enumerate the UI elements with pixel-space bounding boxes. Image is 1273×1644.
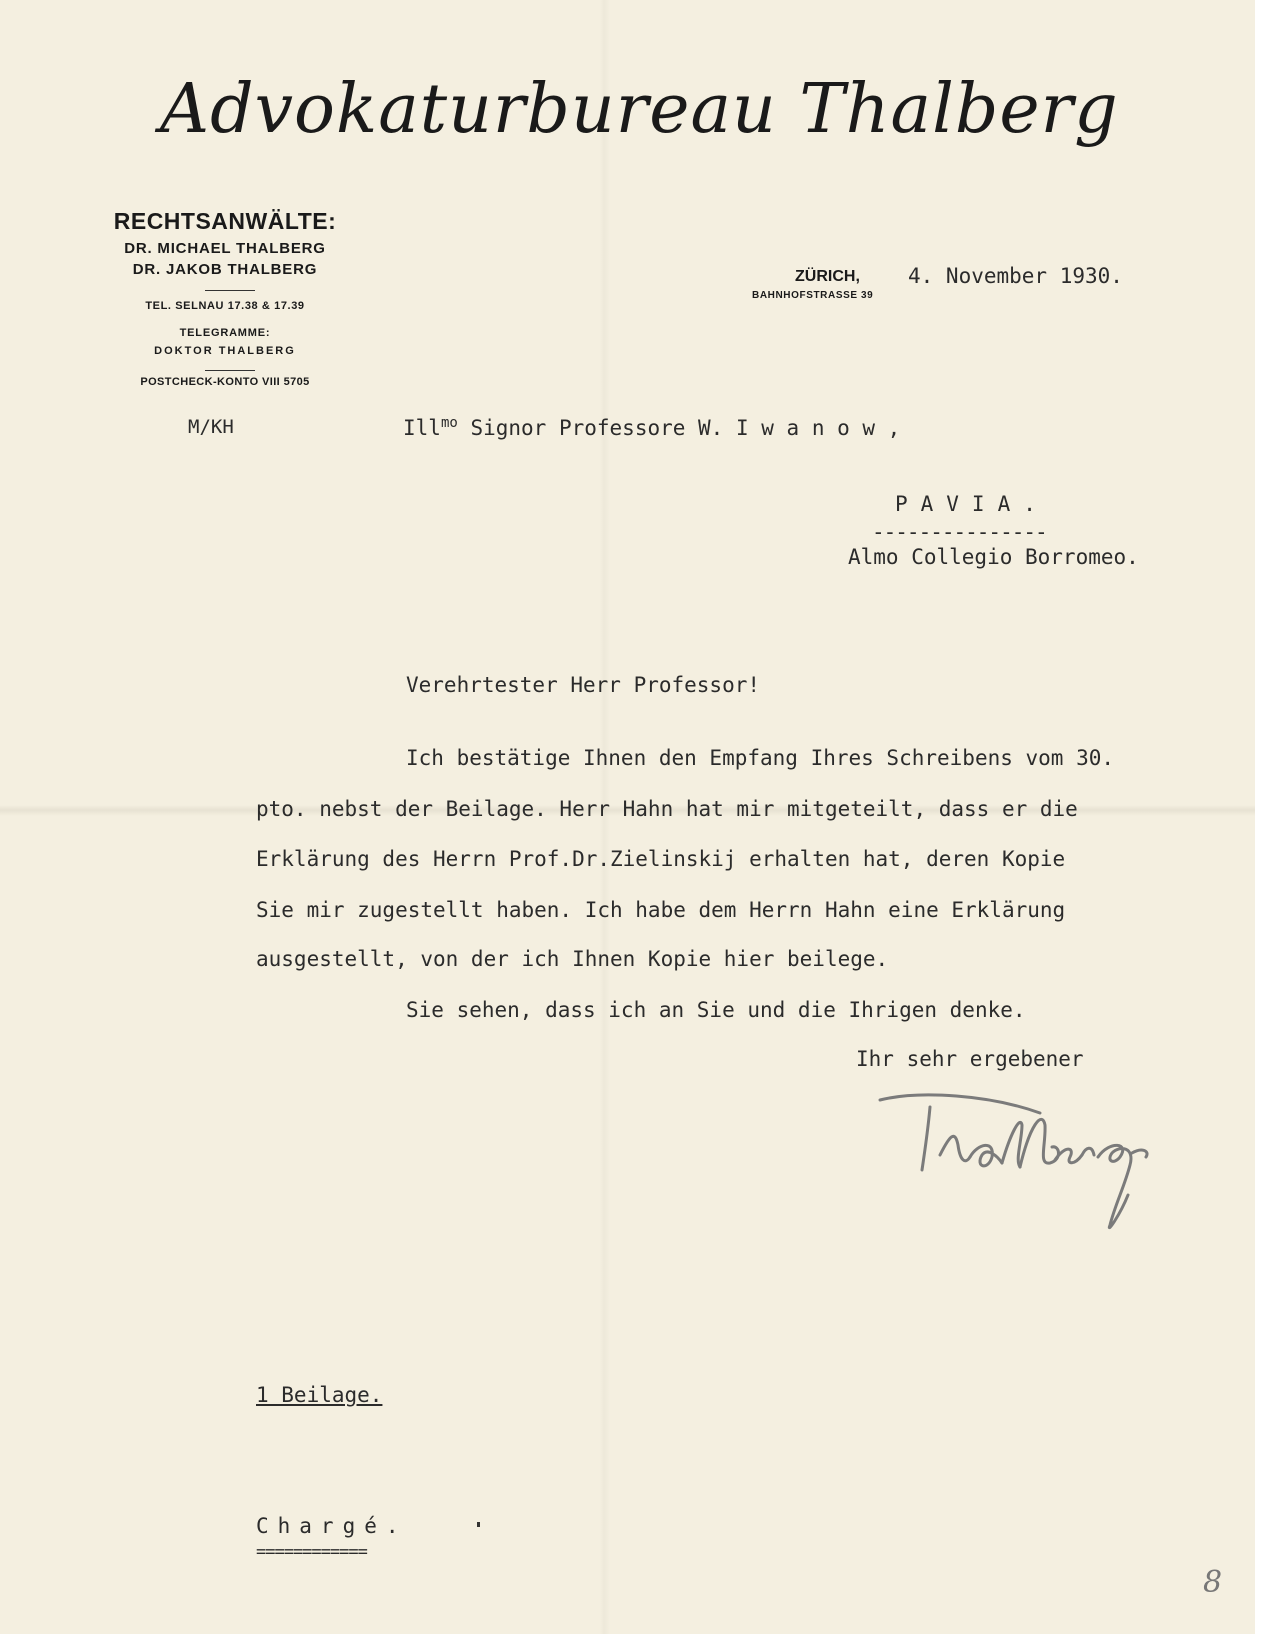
letterhead-city: ZÜRICH, [795, 268, 860, 285]
telegram-address: DOKTOR THALBERG [154, 345, 296, 357]
recipient-name-line [403, 415, 900, 440]
scan-edge-right [1255, 0, 1273, 1644]
body-line: Ich bestätige Ihnen den Empfang Ihres Schreibens vom 30. [406, 746, 1115, 770]
body-line: Sie mir zugestellt haben. Ich habe dem Herrn Hahn eine Erklärung [256, 898, 1066, 922]
telegram-label: TELEGRAMME: [179, 327, 271, 339]
scan-edge-bottom [0, 1634, 1273, 1644]
telephone-line: TEL. SELNAU 17.38 & 17.39 [145, 300, 305, 312]
letterhead-divider [205, 370, 255, 371]
page-number: 8 [1203, 1565, 1223, 1600]
letterhead-divider [205, 290, 255, 291]
firm-logo-script: Advokaturbureau Thalberg [160, 70, 1119, 149]
partner-name: DR. MICHAEL THALBERG [124, 240, 326, 257]
body-line: Sie sehen, dass ich an Sie und die Ihrigen denke. [406, 998, 1026, 1022]
partner-name: DR. JAKOB THALBERG [132, 261, 318, 278]
letterhead-street: BAHNHOFSTRASSE 39 [752, 290, 874, 301]
body-line: Erklärung des Herrn Prof.Dr.Zielinskij erhalten hat, deren Kopie [256, 847, 1066, 871]
closing-phrase: Ihr sehr ergebener [856, 1047, 1084, 1071]
registered-mail-note: Chargé. [256, 1514, 408, 1538]
letter-date: 4. November 1930. [908, 264, 1123, 288]
body-line: ausgestellt, von der ich Ihnen Kopie hier beilege. [256, 947, 889, 971]
ink-speck [477, 1522, 480, 1527]
recipient-institution: Almo Collegio Borromeo. [848, 545, 1139, 569]
letterhead-title: RECHTSANWÄLTE: [113, 208, 337, 234]
recipient-city-underline: --------------- [872, 520, 1047, 544]
handwritten-signature [870, 1085, 1200, 1235]
recipient-city: PAVIA. [895, 492, 1049, 516]
recipient-name: Signor Professore W. I w a n o w , [470, 416, 901, 440]
body-line: pto. nebst der Beilage. Herr Hahn hat mir mitgeteilt, dass er die [256, 797, 1078, 821]
reference-code: M/KH [188, 416, 234, 438]
salutation-superscript: mo [440, 415, 458, 431]
salutation-prefix: Ill [403, 416, 441, 440]
registered-mail-underline: ============ [256, 1542, 367, 1562]
greeting: Verehrtester Herr Professor! [406, 673, 761, 697]
enclosure-note: 1 Beilage. [256, 1383, 383, 1407]
postcheck-account: POSTCHECK-KONTO VIII 5705 [140, 376, 310, 388]
